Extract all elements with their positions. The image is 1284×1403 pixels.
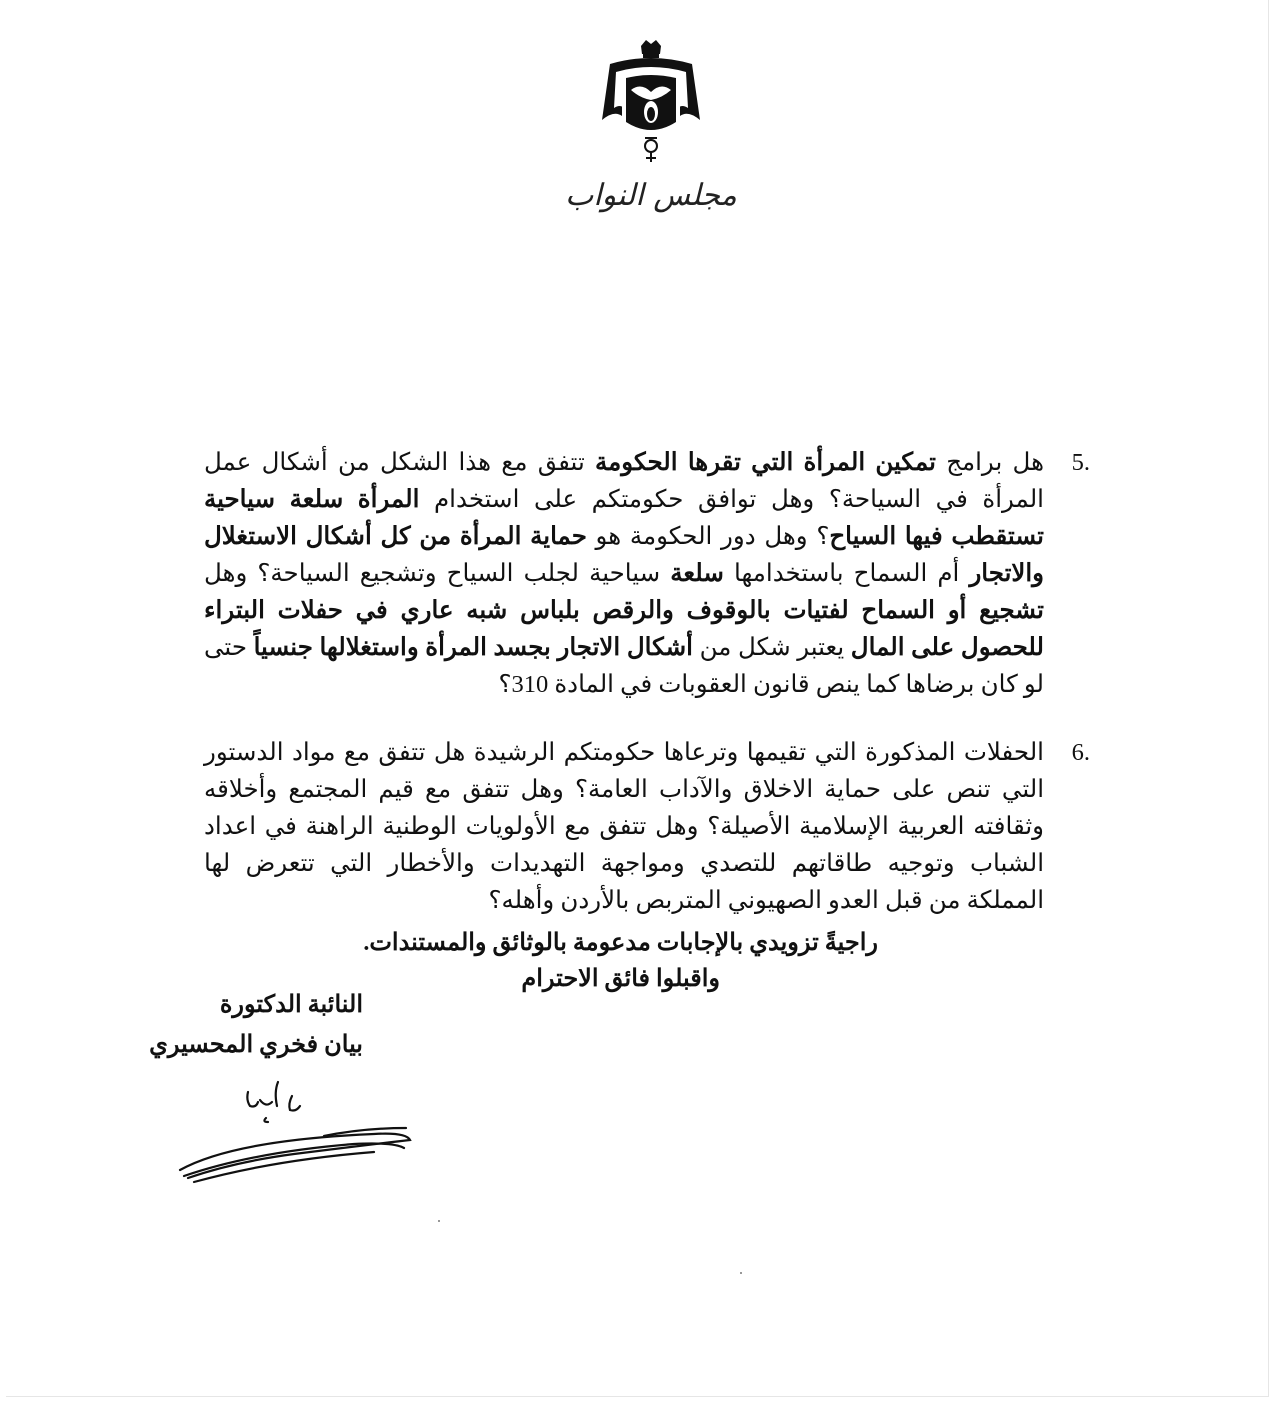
question-text-bold: المرأة سلعة سياحية تستقطب فيها السياح xyxy=(204,486,1044,550)
jordan-coat-of-arms-icon xyxy=(596,38,706,168)
question-text-bold: أشكال الاتجار بجسد المرأة واستغلالها جنسياً xyxy=(253,634,693,661)
question-text: يعتبر شكل من xyxy=(692,634,851,661)
question-text: سياحية لجلب السياح وتشجيع السياحة؟ وهل xyxy=(204,560,671,587)
scan-speck xyxy=(740,1272,742,1274)
signatory-name: بيان فخري المحسيري xyxy=(149,1032,363,1058)
question-text: الحفلات المذكورة التي تقيمها وترعاها حكومتكم الرشيدة هل تتفق مع مواد الدستور التي تنص على حماية الاخلاق والآداب العامة؟ وهل تتفق مع قيم المجتمع وأخلاقه وثقافته العربية الإسلامية الأصيلة؟ وهل تتفق مع الأولويات الوطنية الراهنة في اعداد الشباب وتوجيه طاقاتهم للتصدي ومواجهة التهديدات والأخطار التي تتعرض لها المملكة من قبل العدو الصهيوني المتربص بالأردن وأهله؟ xyxy=(204,739,1044,914)
letter-page xyxy=(6,0,1269,1397)
question-number: 5. xyxy=(1071,449,1090,476)
signatory-title: النائبة الدكتورة xyxy=(219,992,363,1018)
question-item xyxy=(204,734,1090,919)
request-line: راجيةً تزويدي بالإجابات مدعومة بالوثائق والمستندات. xyxy=(363,930,878,956)
question-number: 6. xyxy=(1071,739,1090,766)
question-text-bold: سلعة xyxy=(670,560,724,587)
handwritten-signature xyxy=(174,1078,419,1188)
question-item xyxy=(204,444,1090,703)
question-text: أم السماح باستخدامها xyxy=(723,560,970,587)
respect-line: واقبلوا فائق الاحترام xyxy=(521,966,720,992)
question-text: هل برامج xyxy=(935,449,1045,476)
question-text: حتى لو كان برضاها كما ينص قانون العقوبات في المادة 310؟ xyxy=(204,634,1044,698)
scan-speck xyxy=(438,1220,440,1222)
question-text: ؟ وهل دور الحكومة هو xyxy=(586,523,830,550)
question-text-bold: تمكين المرأة التي تقرها الحكومة xyxy=(595,449,936,476)
council-name: مجلس النواب xyxy=(565,178,737,213)
question-text-bold: تشجيع أو السماح لفتيات بالوقوف والرقص بلباس شبه عاري في حفلات البتراء للحصول على المال xyxy=(204,597,1044,661)
question-text: تتفق مع هذا الشكل من أشكال عمل المرأة في السياحة؟ وهل توافق حكومتكم على استخدام xyxy=(204,449,1044,513)
question-text-bold: حماية المرأة من كل أشكال الاستغلال والاتجار xyxy=(204,523,1044,587)
